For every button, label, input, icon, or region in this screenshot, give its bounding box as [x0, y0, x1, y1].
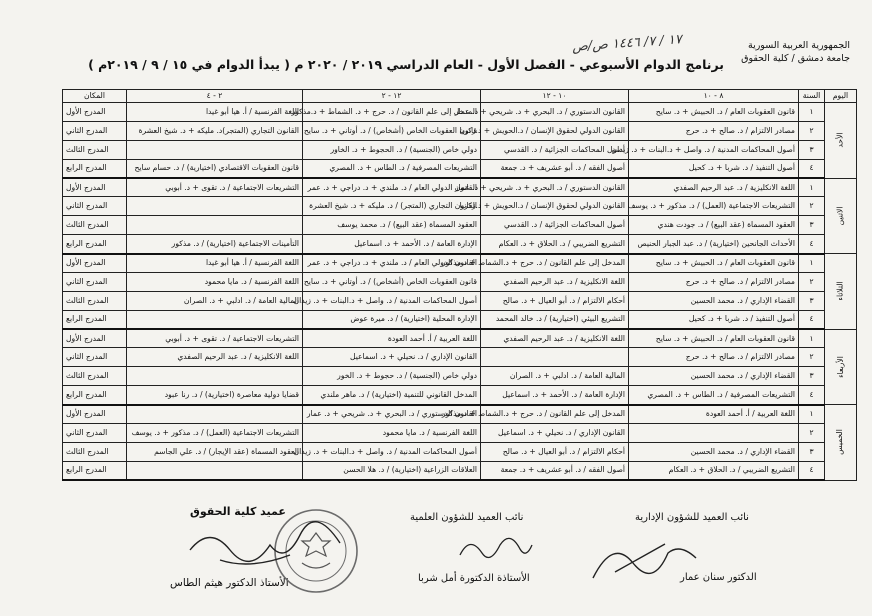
slot-4-cell: التشريعات الاجتماعية (العمل) / د. مذكور + د. يوسف	[127, 423, 303, 442]
slot-4-cell: اللغة الانكليزية / د. عبد الرحيم الصفدي	[127, 348, 303, 367]
year-cell: ١	[799, 329, 825, 348]
table-row	[63, 140, 857, 159]
col-header-slot-1: ٨ - ١٠	[629, 90, 799, 103]
col-header-place: المكان	[63, 90, 127, 103]
slot-3-cell: القانون الدولي العام / د. ملندي + د. دراجي + د. عمر	[303, 178, 481, 197]
table-row	[63, 272, 857, 291]
year-cell: ١	[799, 254, 825, 273]
slot-4-cell: القانون التجاري (المتجر)د. مليكه + د. شيخ العشرة	[127, 121, 303, 140]
slot-3-cell: دولي خاص (الجنسية) / د. حجوط + د. الخور	[303, 367, 481, 386]
place-cell: المدرج الأول	[63, 103, 127, 122]
slot-4-cell: اللغة الفرنسية / د. مايا محمود	[127, 272, 303, 291]
col-header-slot-3: ١٢ - ٢	[303, 90, 481, 103]
place-cell: المدرج الرابع	[63, 159, 127, 178]
slot-1-cell: التشريعات الاجتماعية (العمل) / د. مذكور + د. يوسف	[629, 197, 799, 216]
slot-1-cell: التشريعات المصرفية / د. الطاس + د. المصري	[629, 386, 799, 405]
slot-3-cell: العقود المسماة (عقد البيع) / د. محمد يوسف	[303, 216, 481, 235]
table-row	[63, 367, 857, 386]
slot-1-cell: أصول التنفيذ / د. شربا + د. كحيل	[629, 310, 799, 329]
slot-4-cell	[127, 461, 303, 480]
slot-1-cell: التشريع الضريبي / د. الحلاق + د. العكام	[629, 461, 799, 480]
dean-signature	[180, 520, 360, 580]
slot-2-cell: أحكام الالتزام / د. أبو العيال + د. صالح	[481, 442, 629, 461]
slot-4-cell	[127, 216, 303, 235]
place-cell: المدرج الثالث	[63, 291, 127, 310]
place-cell: المدرج الأول	[63, 254, 127, 273]
table-row	[63, 216, 857, 235]
day-cell	[825, 178, 857, 254]
administrative-vice-dean-signature	[585, 528, 705, 588]
place-cell: المدرج الثاني	[63, 272, 127, 291]
slot-1-cell: القضاء الإداري / د. محمد الحسين	[629, 442, 799, 461]
slot-3-cell: التشريعات المصرفية / د. الطاس + د. المصري	[303, 159, 481, 178]
day-label: الثلاثاء	[835, 281, 845, 301]
place-cell: المدرج الرابع	[63, 386, 127, 405]
slot-3-cell: أصول المحاكمات المدنية / د. واصل + د.البنات + د. زيدان	[303, 442, 481, 461]
year-cell: ١	[799, 178, 825, 197]
slot-3-cell: المدخل إلى علم القانون / د. حرج + د. الشماط + د.مذكور	[303, 103, 481, 122]
slot-2-cell: المالية العامة / د. ادلبي + د. الصران	[481, 367, 629, 386]
slot-4-cell: اللغة الفرنسية / أ. هيا أبو غيدا	[127, 254, 303, 273]
place-cell: المدرج الرابع	[63, 310, 127, 329]
dean-name: الأستاذ الدكتور هيثم الطاس	[170, 577, 289, 589]
col-header-slot-2: ١٠ - ١٢	[481, 90, 629, 103]
slot-1-cell: مصادر الالتزام / د. صالح + د. حرج	[629, 348, 799, 367]
slot-2-cell: الإدارة العامة / د. الأحمد + د. اسماعيل	[481, 386, 629, 405]
table-row	[63, 103, 857, 122]
year-cell: ٤	[799, 461, 825, 480]
year-cell: ١	[799, 405, 825, 424]
schedule-table	[62, 89, 857, 481]
slot-2-cell: القانون الدولي لحقوق الإنسان / د.الحويش + د.زكريا	[481, 197, 629, 216]
table-row	[63, 291, 857, 310]
slot-3-cell: اللغة الفرنسية / د. مايا محمود	[303, 423, 481, 442]
place-cell: المدرج الثاني	[63, 121, 127, 140]
slot-4-cell: قضايا دولية معاصرة (اختيارية) / د. رنا عبود	[127, 386, 303, 405]
place-cell: المدرج الثالث	[63, 367, 127, 386]
place-cell: المدرج الأول	[63, 329, 127, 348]
place-cell: المدرج الأول	[63, 405, 127, 424]
slot-4-cell	[127, 310, 303, 329]
slot-4-cell	[127, 197, 303, 216]
slot-3-cell: قانون العقوبات الخاص (أشخاص) / د. أوتاني + د. سايح	[303, 121, 481, 140]
slot-2-cell: المدخل إلى علم القانون / د. حرج + د.الشماط + د.مذكور	[481, 405, 629, 424]
slot-4-cell: العقود المسماة (عقد الإيجار) / د. علي الجاسم	[127, 442, 303, 461]
day-cell	[825, 329, 857, 405]
table-row	[63, 178, 857, 197]
slot-4-cell	[127, 140, 303, 159]
table-row	[63, 423, 857, 442]
slot-4-cell: اللغة الفرنسية / أ. هيا أبو غيدا	[127, 103, 303, 122]
university-name: جامعة دمشق / كلية الحقوق	[741, 53, 850, 64]
day-label: الاثنين	[835, 206, 845, 226]
slot-4-cell: المالية العامة / د. ادلبي + د. الصران	[127, 291, 303, 310]
scientific-vice-dean-name: الأستاذة الدكتورة أمل شربا	[418, 573, 530, 584]
scientific-vice-dean-signature	[450, 525, 540, 570]
scientific-vice-dean-title: نائب العميد للشؤون العلمية	[410, 512, 524, 523]
slot-4-cell: التشريعات الاجتماعية / د. تقوى + د. أبوبي	[127, 178, 303, 197]
administrative-vice-dean-title: نائب العميد للشؤون الإدارية	[635, 512, 749, 523]
slot-3-cell: اللغة العربية / أ. أحمد العودة	[303, 329, 481, 348]
year-cell: ٣	[799, 140, 825, 159]
place-cell: المدرج الرابع	[63, 235, 127, 254]
slot-2-cell: القانون الدستوري / د. البحري + د. شريحي + د. عمار	[481, 178, 629, 197]
slot-4-cell	[127, 405, 303, 424]
schedule-body	[63, 103, 857, 481]
table-row	[63, 386, 857, 405]
slot-3-cell: أصول المحاكمات المدنية / د. واصل + د.البنات + د. زيدان	[303, 291, 481, 310]
slot-3-cell: العلاقات الزراعية (اختيارية) / د. هلا الحسن	[303, 461, 481, 480]
year-cell: ٤	[799, 310, 825, 329]
year-cell: ٢	[799, 197, 825, 216]
slot-3-cell: دولي خاص (الجنسية) / د. الحجوط + د. الخاور	[303, 140, 481, 159]
slot-1-cell: مصادر الالتزام / د. صالح + د. حرج	[629, 121, 799, 140]
dean-title: عميد كلية الحقوق	[190, 505, 286, 518]
slot-3-cell: المدخل القانوني للتنمية (اختيارية) / د. ماهر ملندي	[303, 386, 481, 405]
slot-1-cell: قانون العقوبات العام / د. الحبيش + د. سايح	[629, 103, 799, 122]
slot-2-cell: اللغة الانكليزية / د. عبد الرحيم الصفدي	[481, 272, 629, 291]
slot-2-cell: المدخل إلى علم القانون / د. حرج + د.الشماط + د.مذكور	[481, 254, 629, 273]
day-cell	[825, 254, 857, 330]
year-cell: ٢	[799, 423, 825, 442]
year-cell: ٤	[799, 159, 825, 178]
place-cell: المدرج الرابع	[63, 461, 127, 480]
day-label: الأحد	[835, 132, 845, 148]
table-row	[63, 254, 857, 273]
place-cell: المدرج الأول	[63, 178, 127, 197]
year-cell: ٤	[799, 386, 825, 405]
slot-1-cell: اللغة الانكليزية / د. عبد الرحيم الصفدي	[629, 178, 799, 197]
year-cell: ٣	[799, 291, 825, 310]
slot-3-cell: قانون العقوبات الخاص (أشخاص) / د. أوتاني + د. سايح	[303, 272, 481, 291]
slot-1-cell: الأحداث الجانحين (اختيارية) / د. عبد الجبار الحنيص	[629, 235, 799, 254]
year-cell: ٤	[799, 235, 825, 254]
slot-1-cell: أصول المحاكمات المدنية / د. واصل + د.البنات + د. زيدان	[629, 140, 799, 159]
table-row	[63, 310, 857, 329]
day-label: الخميس	[835, 429, 845, 456]
slot-2-cell: القانون الدولي لحقوق الإنسان / د.الحويش + د.زكريا	[481, 121, 629, 140]
slot-2-cell: التشريع البيئي (اختيارية) / د. خالد المحمد	[481, 310, 629, 329]
slot-1-cell	[629, 423, 799, 442]
year-cell: ٣	[799, 442, 825, 461]
slot-1-cell: قانون العقوبات العام / د. الحبيش + د. سايح	[629, 329, 799, 348]
slot-3-cell: القانون الدولي العام / د. ملندي + د. دراجي + د. عمر	[303, 254, 481, 273]
year-cell: ٣	[799, 216, 825, 235]
slot-1-cell: قانون العقوبات العام / د. الحبيش + د. سايح	[629, 254, 799, 273]
col-header-slot-4: ٢ - ٤	[127, 90, 303, 103]
place-cell: المدرج الثالث	[63, 140, 127, 159]
place-cell: المدرج الثاني	[63, 197, 127, 216]
slot-2-cell: أصول المحاكمات الجزائية / د. القدسي	[481, 216, 629, 235]
administrative-vice-dean-name: الدكتور سنان عمار	[680, 572, 757, 583]
table-row	[63, 348, 857, 367]
table-row	[63, 197, 857, 216]
slot-4-cell: التأمينات الاجتماعية (اختيارية) / د. مذكور	[127, 235, 303, 254]
slot-2-cell: اللغة الانكليزية / د. عبد الرحيم الصفدي	[481, 329, 629, 348]
slot-2-cell: القانون الدستوري / د. البحري + د. شريحي + د. عمار	[481, 103, 629, 122]
day-label: الأربعاء	[835, 355, 845, 378]
slot-3-cell: القانون الدستوري / د. البحري + د. شريحي + د. عمار	[303, 405, 481, 424]
slot-2-cell	[481, 348, 629, 367]
slot-1-cell: القضاء الإداري / د. محمد الحسين	[629, 367, 799, 386]
place-cell: المدرج الثاني	[63, 348, 127, 367]
slot-3-cell: القانون الإداري / د. نحيلي + د. اسماعيل	[303, 348, 481, 367]
table-row	[63, 121, 857, 140]
slot-4-cell: قانون العقوبات الاقتصادي (اختيارية) / د. حسام سايح	[127, 159, 303, 178]
table-row	[63, 405, 857, 424]
table-header-row	[63, 90, 857, 103]
slot-4-cell: التشريعات الاجتماعية / د. تقوى + د. أبوبي	[127, 329, 303, 348]
slot-3-cell: الإدارة المحلية (اختيارية) / د. ميرة عوض	[303, 310, 481, 329]
slot-1-cell: العقود المسماة (عقد البيع) / د. جودت هندي	[629, 216, 799, 235]
table-row	[63, 442, 857, 461]
year-cell: ٢	[799, 348, 825, 367]
slot-1-cell: أصول التنفيذ / د. شربا + د. كحيل	[629, 159, 799, 178]
slot-2-cell: أصول المحاكمات الجزائية / د. القدسي	[481, 140, 629, 159]
slot-1-cell: اللغة العربية / أ. أحمد العودة	[629, 405, 799, 424]
slot-3-cell: القانون التجاري (المتجر) / د. مليكه + د. شيخ العشرة	[303, 197, 481, 216]
col-header-year: السنة	[799, 90, 825, 103]
year-cell: ١	[799, 103, 825, 122]
slot-2-cell: أصول الفقه / د. أبو عشريف + د. جمعة	[481, 461, 629, 480]
slot-4-cell	[127, 367, 303, 386]
place-cell: المدرج الثالث	[63, 216, 127, 235]
place-cell: المدرج الثالث	[63, 442, 127, 461]
col-header-day: اليوم	[825, 90, 857, 103]
table-row	[63, 159, 857, 178]
year-cell: ٢	[799, 121, 825, 140]
slot-1-cell: مصادر الالتزام / د. صالح + د. حرج	[629, 272, 799, 291]
slot-2-cell: أصول الفقه / د. أبو عشريف + د. جمعة	[481, 159, 629, 178]
country-name: الجمهورية العربية السورية	[747, 40, 850, 51]
table-row	[63, 461, 857, 480]
slot-3-cell: الإدارة العامة / د. الأحمد + د. اسماعيل	[303, 235, 481, 254]
slot-1-cell: القضاء الإداري / د. محمد الحسين	[629, 291, 799, 310]
handwritten-reference: ١٧ / ٧/ ١٤٤٦ ص/ص	[571, 32, 683, 55]
slot-2-cell: التشريع الضريبي / د. الحلاق + د. العكام	[481, 235, 629, 254]
place-cell: المدرج الثاني	[63, 423, 127, 442]
table-row	[63, 329, 857, 348]
year-cell: ٣	[799, 367, 825, 386]
year-cell: ٢	[799, 272, 825, 291]
slot-2-cell: أحكام الالتزام / د. أبو العيال + د. صالح	[481, 291, 629, 310]
day-cell	[825, 405, 857, 481]
page-title: برنامج الدوام الأسبوعي - الفصل الأول - العام الدراسي ٢٠١٩ / ٢٠٢٠ م ( يبدأ الدوام في ١٥ / ٩ / ٢٠١٩م )	[88, 57, 724, 72]
table-row	[63, 235, 857, 254]
day-cell	[825, 103, 857, 179]
slot-2-cell: القانون الإداري / د. نحيلي + د. اسماعيل	[481, 423, 629, 442]
